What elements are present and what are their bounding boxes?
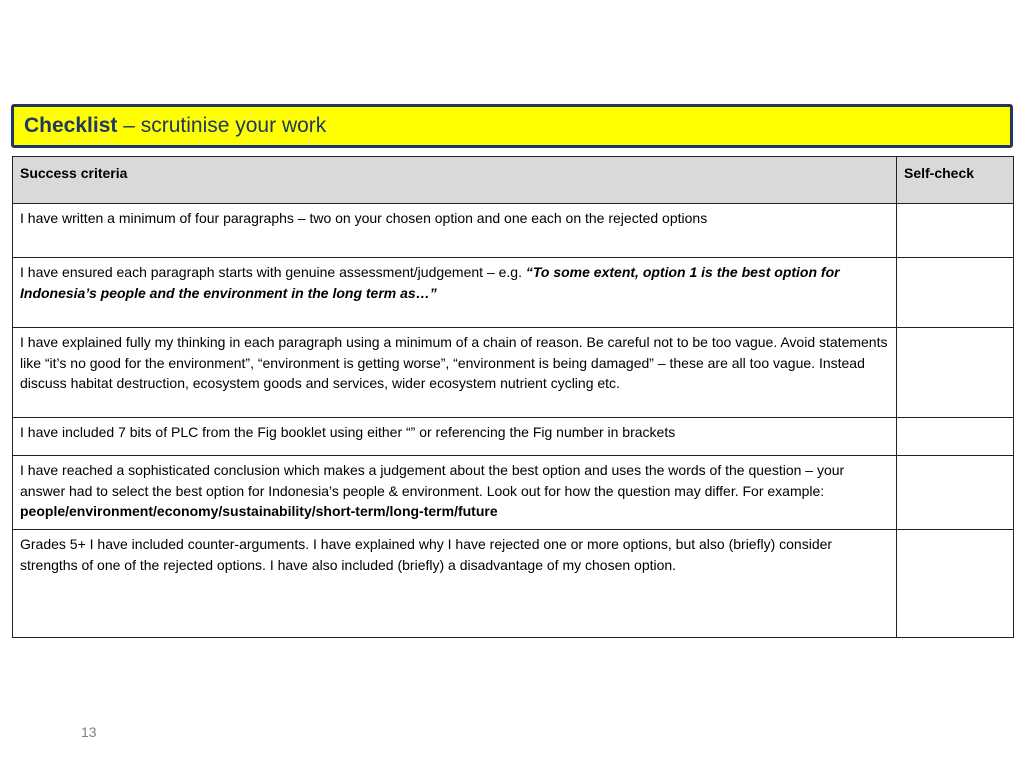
criteria-text: I have ensured each paragraph starts with genuine assessment/judgement – e.g.: [20, 264, 526, 280]
self-check-cell[interactable]: [897, 456, 1014, 530]
criteria-cell: [13, 418, 897, 456]
table-row: [13, 258, 1014, 328]
criteria-text: I have written a minimum of four paragraphs – two on your chosen option and one each on the rejected options: [20, 210, 708, 226]
self-check-cell[interactable]: [897, 328, 1014, 418]
self-check-cell[interactable]: [897, 258, 1014, 328]
banner-title: [24, 114, 326, 138]
table-header-row: [13, 157, 1014, 204]
criteria-text: I have included 7 bits of PLC from the Fig booklet using either “” or referencing the Fig number in brackets: [20, 424, 676, 440]
checklist-banner: [11, 104, 1013, 148]
self-check-cell[interactable]: [897, 204, 1014, 258]
criteria-cell: [13, 204, 897, 258]
criteria-cell: [13, 328, 897, 418]
criteria-cell: [13, 456, 897, 530]
self-check-cell[interactable]: [897, 530, 1014, 638]
criteria-emphasis: people/environment/economy/sustainability/short-term/long-term/future: [20, 503, 498, 519]
page-number: 13: [81, 724, 97, 740]
criteria-text: Grades 5+ I have included counter-arguments. I have explained why I have rejected one or more options, but also (briefly) consider strengths of one of the rejected options. I have also included (briefly) a disadvantage of my chosen option.: [20, 536, 833, 573]
checklist-table: [12, 156, 1014, 638]
criteria-cell: [13, 530, 897, 638]
criteria-text: I have explained fully my thinking in each paragraph using a minimum of a chain of reason. Be careful not to be too vague. Avoid statements like “it’s no good for the environment”, “environment is getting worse”, “environment is being damaged” – these are all too vague. Instead discuss habitat destruction, ecosystem goods and services, wider ecosystem nutrient cycling etc.: [20, 334, 888, 391]
banner-title-bold: Checklist: [24, 114, 118, 137]
criteria-cell: [13, 258, 897, 328]
table-row: [13, 530, 1014, 638]
table-row: [13, 204, 1014, 258]
header-success-criteria: Success criteria: [13, 157, 897, 204]
banner-title-rest: – scrutinise your work: [117, 114, 327, 137]
table-row: [13, 328, 1014, 418]
criteria-text: I have reached a sophisticated conclusion which makes a judgement about the best option and uses the words of the question – your answer had to select the best option for Indonesia’s people & environment. Look out for how the question may differ. For example:: [20, 462, 845, 499]
table-row: [13, 456, 1014, 530]
criteria-emphasis: “To some extent, option 1 is the best option for Indonesia’s people and the environment in the long term as…”: [20, 264, 840, 301]
table-row: [13, 418, 1014, 456]
header-self-check: Self-check: [897, 157, 1014, 204]
self-check-cell[interactable]: [897, 418, 1014, 456]
